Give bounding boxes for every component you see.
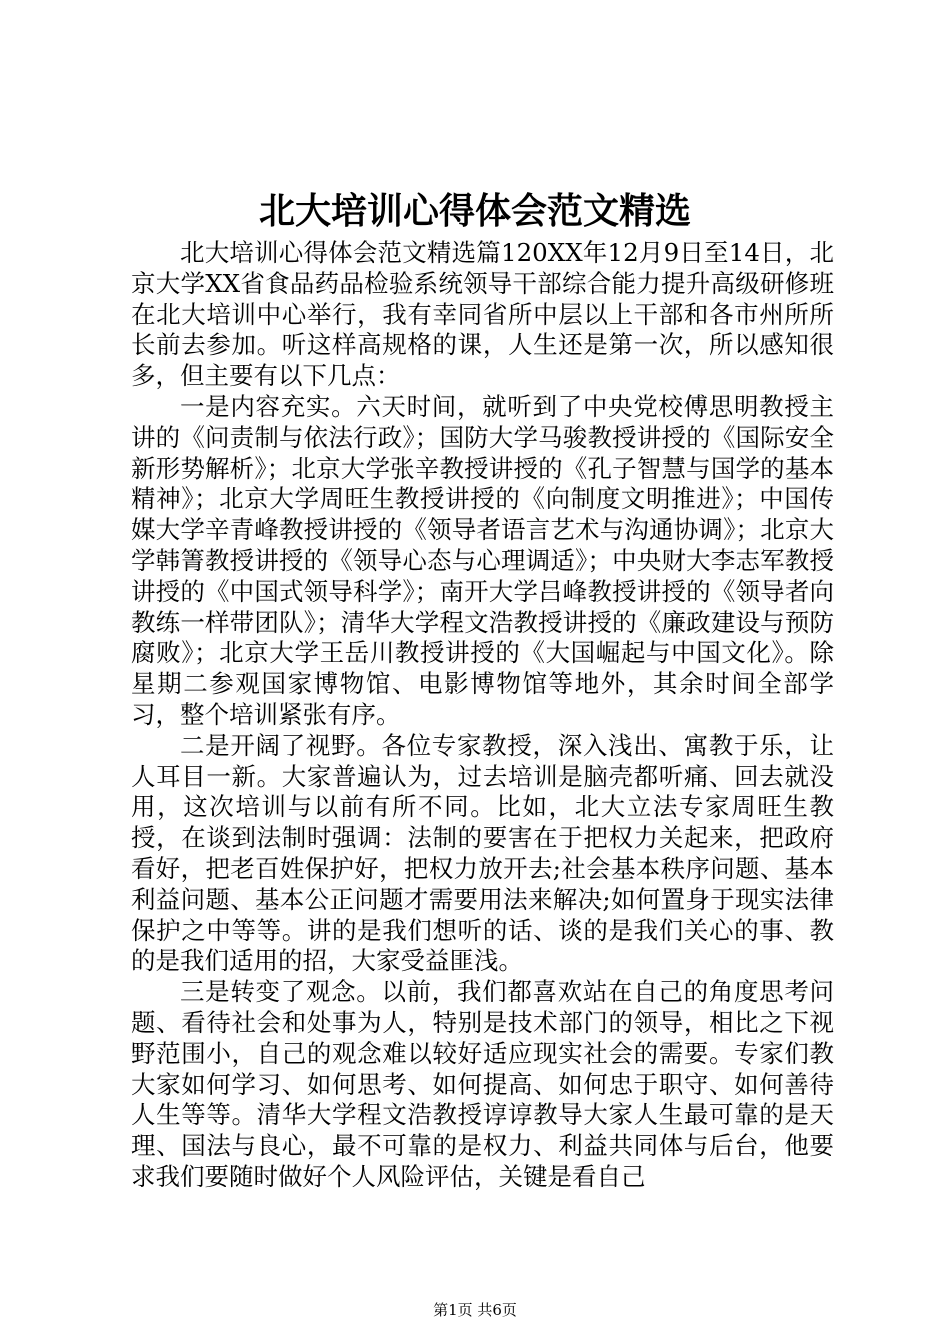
document-title: 北大培训心得体会范文精选 — [258, 190, 691, 232]
paragraph-point-two: 二是开阔了视野。各位专家教授，深入浅出、寓教于乐，让人耳目一新。大家普遍认为，过去培训是脑壳都听痛、回去就没用，这次培训与以前有所不同。比如，北大立法专家周旺生教授，在谈到法制时强调：法制的要害在于把权力关起来，把政府看好，把老百姓保护好，把权力放开去;社会基本秩序问题、基本利益问题、基本公正问题才需要用法来解决;如何置身于现实法律保护之中等等。讲的是我们想听的话、谈的是我们关心的事、教的是我们适用的招，大家受益匪浅。 — [131, 730, 834, 976]
paragraph-intro: 北大培训心得体会范文精选篇120XX年12月9日至14日，北京大学XX省食品药品检验系统领导干部综合能力提升高级研修班在北大培训中心举行，我有幸同省所中层以上干部和各市州所所长前去参加。听这样高规格的课，人生还是第一次，所以感知很多，但主要有以下几点： — [131, 238, 834, 391]
paragraph-point-three: 三是转变了观念。以前，我们都喜欢站在自己的角度思考问题、看待社会和处事为人，特别是技术部门的领导，相比之下视野范围小，自己的观念难以较好适应现实社会的需要。专家们教大家如何学习、如何思考、如何提高、如何忠于职守、如何善待人生等等。清华大学程文浩教授谆谆教导大家人生最可靠的是天理、国法与良心，最不可靠的是权力、利益共同体与后台，他要求我们要随时做好个人风险评估，关键是看自己 — [131, 977, 834, 1191]
paragraph-point-one: 一是内容充实。六天时间，就听到了中央党校傅思明教授主讲的《问责制与依法行政》；国防大学马骏教授讲授的《国际安全新形势解析》；北京大学张辛教授讲授的《孔子智慧与国学的基本精神》；北京大学周旺生教授讲授的《向制度文明推进》；中国传媒大学辛青峰教授讲授的《领导者语言艺术与沟通协调》；北京大学韩箐教授讲授的《领导心态与心理调适》；中央财大李志军教授讲授的《中国式领导科学》；南开大学吕峰教授讲授的《领导者向教练一样带团队》；清华大学程文浩教授讲授的《廉政建设与预防腐败》；北京大学王岳川教授讲授的《大国崛起与中国文化》。除星期二参观国家博物馆、电影博物馆等地外，其余时间全部学习，整个培训紧张有序。 — [131, 391, 834, 729]
page-number-footer: 第1页 共6页 — [433, 1301, 517, 1319]
document-body — [131, 238, 834, 1193]
